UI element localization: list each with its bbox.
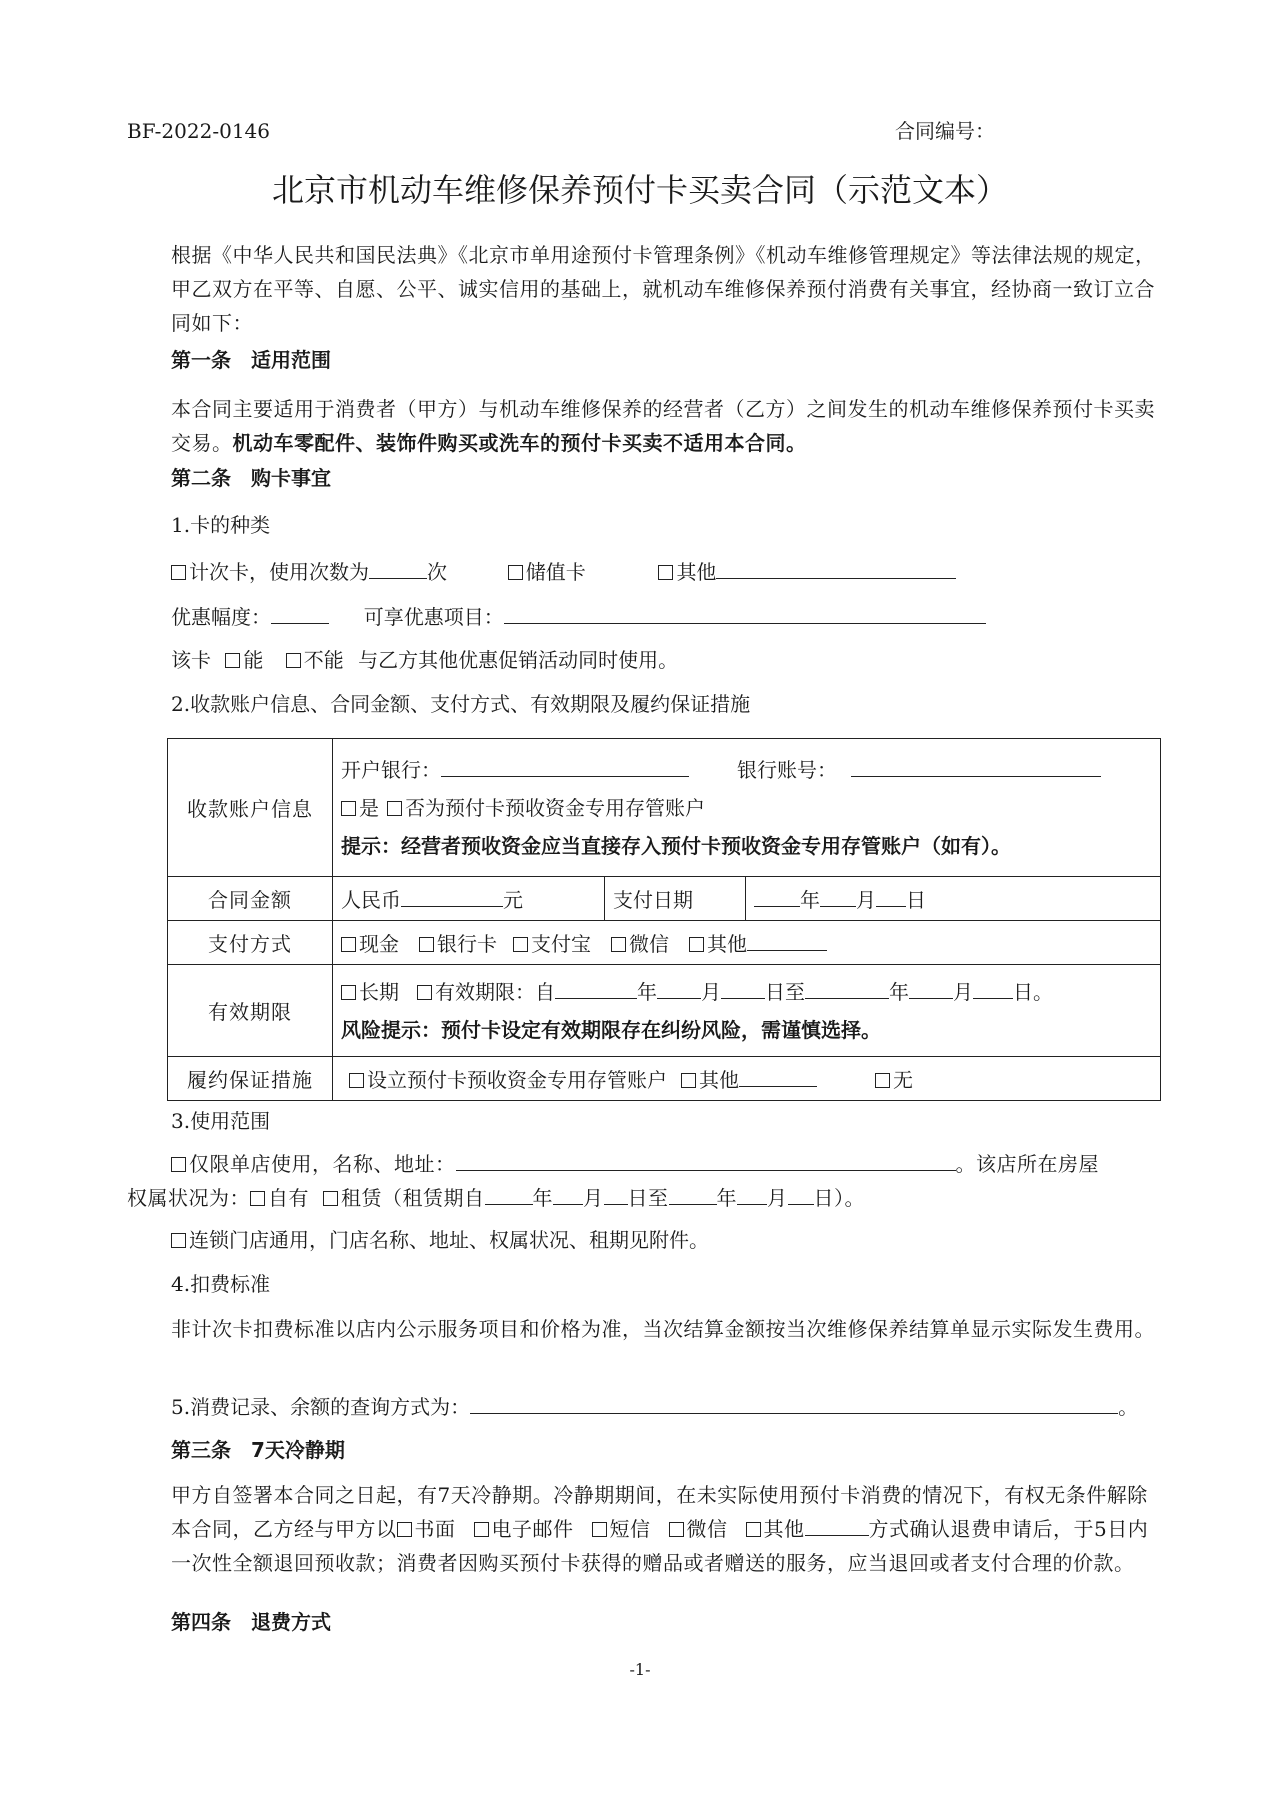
lease-from-year[interactable] [485, 1182, 533, 1205]
single-store-label: 仅限单店使用，名称、地址： [189, 1152, 456, 1176]
alipay-label: 支付宝 [531, 932, 591, 956]
account-hint: 提示：经营者预收资金应当直接存入预付卡预收资金专用存管账户（如有）。 [341, 833, 1011, 858]
discount-items-field[interactable] [504, 601, 986, 624]
guarantee-row [168, 1057, 1161, 1101]
rmb-label: 人民币 [341, 888, 401, 912]
scope-title: 3.使用范围 [171, 1109, 271, 1133]
escrow-measure-label: 设立预付卡预收资金专用存管账户 [367, 1068, 667, 1092]
preamble [127, 238, 1162, 340]
long-term-label: 长期 [359, 979, 399, 1004]
article3-text2: 方式确认退费申请后，于5日内一次性全额退回预收款；消费者因购买预付卡获得的赠品或者赠送的服务，应当退回或者支付合理的价款。 [171, 1517, 1149, 1575]
pay-month-field[interactable] [820, 884, 856, 907]
card-type-options [171, 556, 956, 586]
escrow-measure-checkbox[interactable] [349, 1073, 364, 1088]
valid-to-month[interactable] [909, 976, 953, 999]
amount-row [168, 877, 1161, 921]
discount-field[interactable] [271, 601, 329, 624]
lease-to-label: 日至 [627, 1186, 669, 1210]
pay-other-label: 其他 [707, 932, 747, 956]
count-card-checkbox[interactable] [171, 565, 186, 580]
lease-from-month[interactable] [553, 1182, 583, 1205]
valid-from-day[interactable] [721, 976, 765, 999]
validity-label: 有效期限 [168, 965, 333, 1057]
other-card-checkbox[interactable] [658, 565, 673, 580]
refund-wechat-checkbox[interactable] [669, 1522, 684, 1537]
valid-from-year[interactable] [555, 976, 637, 999]
contract-number-label: 合同编号： [895, 119, 995, 143]
guarantee-other-field[interactable] [739, 1064, 817, 1087]
count-unit: 次 [427, 560, 447, 584]
long-term-checkbox[interactable] [341, 985, 356, 1000]
query-method-field[interactable] [470, 1391, 1118, 1414]
account-label: 收款账户信息 [168, 739, 333, 877]
paydate-cell [746, 877, 1161, 921]
refund-other-field[interactable] [805, 1513, 869, 1536]
scope-chain [171, 1226, 709, 1254]
refund-wechat-label: 微信 [686, 1517, 728, 1541]
ownership-label: 权属状况为： [127, 1186, 250, 1210]
pay-year-label: 年 [800, 888, 820, 912]
valid-from-month[interactable] [657, 976, 701, 999]
lease-end-label: 日）。 [813, 1186, 865, 1210]
refund-other-checkbox[interactable] [746, 1522, 761, 1537]
card-type-title: 1.卡的种类 [171, 513, 271, 537]
combine-prefix: 该卡 [171, 648, 211, 672]
bankcard-label: 银行卡 [437, 932, 497, 956]
risk-hint: 风险提示：预付卡设定有效期限存在纠纷风险，需谨慎选择。 [341, 1017, 881, 1042]
cannot-label: 不能 [303, 648, 344, 672]
lease-from-year-label: 年 [532, 1186, 553, 1210]
fee-standard-title: 4.扣费标准 [171, 1272, 271, 1296]
pay-day-field[interactable] [876, 884, 906, 907]
valid-to-label: 日至 [765, 979, 805, 1004]
escrow-yes-checkbox[interactable] [341, 801, 356, 816]
guarantee-none-label: 无 [893, 1068, 913, 1092]
sms-checkbox[interactable] [592, 1522, 607, 1537]
cannot-checkbox[interactable] [286, 653, 301, 668]
section2-title: 2.收款账户信息、合同金额、支付方式、有效期限及履约保证措施 [171, 692, 751, 716]
article1-text: 本合同主要适用于消费者（甲方）与机动车维修保养的经营者（乙方）之间发生的机动车维修保养预付卡买卖交易。 [171, 397, 1155, 455]
article4-heading: 第四条 退费方式 [171, 1610, 331, 1634]
contract-code: BF-2022-0146 [127, 119, 270, 143]
query-line [171, 1391, 1138, 1421]
chain-store-label: 连锁门店通用，门店名称、地址、权属状况、租期见附件。 [189, 1228, 709, 1252]
validity-row [168, 965, 1161, 1057]
valid-to-year-label: 年 [889, 979, 909, 1004]
lease-to-day[interactable] [788, 1182, 814, 1205]
amount-label: 合同金额 [168, 877, 333, 921]
bank-field[interactable] [441, 754, 689, 777]
lease-to-month-label: 月 [767, 1186, 788, 1210]
can-checkbox[interactable] [225, 653, 240, 668]
guarantee-other-checkbox[interactable] [681, 1073, 696, 1088]
cash-label: 现金 [359, 932, 399, 956]
article3-body [127, 1478, 1162, 1580]
preamble-text: 根据《中华人民共和国民法典》《北京市单用途预付卡管理条例》《机动车维修管理规定》等法律法规的规定，甲乙双方在平等、自愿、公平、诚实信用的基础上，就机动车维修保养预付消费有关事宜，经协商一致订立合同如下： [171, 243, 1156, 335]
lease-label: 租赁（租赁期自 [341, 1186, 485, 1210]
fee-standard-text: 非计次卡扣费标准以店内公示服务项目和价格为准，当次结算金额按当次维修保养结算单显示实际发生费用。 [171, 1317, 1155, 1341]
store-address-field[interactable] [456, 1148, 956, 1171]
lease-from-day[interactable] [604, 1182, 628, 1205]
article3-heading: 第三条 7天冷静期 [171, 1438, 345, 1462]
wechat-label: 微信 [629, 932, 669, 956]
valid-from-year-label: 年 [637, 979, 657, 1004]
discount-label: 优惠幅度： [171, 605, 271, 629]
page-number: -1- [629, 1660, 651, 1679]
validity-cell: 长期 有效期限：自 年 月 日至 年 月 日。 风险提示：预付卡设定有效期限存在纠纷风险，需谨慎选择。 [333, 965, 1161, 1057]
pay-year-field[interactable] [754, 884, 800, 907]
article3-text1: 甲方自签署本合同之日起，有7天冷静期。冷静期期间，在未实际使用预付卡消费的情况下，有权无条件解除本合同，乙方经与甲方以 [171, 1483, 1148, 1541]
valid-from-label: 有效期限：自 [435, 979, 555, 1004]
bank-label: 开户银行： [341, 757, 441, 782]
escrow-no-label: 否为预付卡预收资金专用存管账户 [405, 795, 705, 820]
discount-line [171, 601, 986, 631]
written-label: 书面 [414, 1517, 456, 1541]
valid-to-day[interactable] [973, 976, 1013, 999]
other-card-label: 其他 [676, 560, 717, 584]
use-count-field[interactable] [369, 556, 427, 579]
account-cell [333, 739, 1161, 877]
lease-to-year[interactable] [669, 1182, 717, 1205]
chain-store-checkbox[interactable] [171, 1233, 186, 1248]
query-label: 5.消费记录、余额的查询方式为： [171, 1395, 471, 1419]
combine-line [171, 646, 678, 674]
article1-heading: 第一条 适用范围 [171, 348, 331, 372]
count-card-label: 计次卡，使用次数为 [189, 560, 369, 584]
article1-body [127, 392, 1162, 460]
account-table [167, 738, 1161, 1101]
article2-heading: 第二条 购卡事宜 [171, 466, 331, 490]
single-store-checkbox[interactable] [171, 1157, 186, 1172]
method-row [168, 921, 1161, 965]
pay-other-field[interactable] [747, 928, 827, 951]
guarantee-cell [333, 1057, 1161, 1101]
guarantee-other-label: 其他 [699, 1068, 739, 1092]
method-cell [333, 921, 1161, 965]
account-no-label: 银行账号： [737, 757, 837, 782]
method-label: 支付方式 [168, 921, 333, 965]
guarantee-none-checkbox[interactable] [875, 1073, 890, 1088]
amount-field[interactable] [401, 884, 503, 907]
scope-single [127, 1147, 1162, 1215]
lease-to-month[interactable] [737, 1182, 767, 1205]
stored-card-label: 储值卡 [525, 560, 586, 584]
page-title: 北京市机动车维修保养预付卡买卖合同（示范文本） [271, 171, 1008, 209]
lease-from-month-label: 月 [583, 1186, 604, 1210]
pay-other-checkbox[interactable] [689, 937, 704, 952]
own-label: 自有 [268, 1186, 309, 1210]
escrow-yes-label: 是 [359, 795, 379, 820]
refund-other-label: 其他 [763, 1517, 805, 1541]
fee-standard-body [127, 1312, 1162, 1346]
wechat-checkbox[interactable] [611, 937, 626, 952]
written-checkbox[interactable] [397, 1522, 412, 1537]
stored-card-checkbox[interactable] [508, 565, 523, 580]
own-checkbox[interactable] [250, 1191, 265, 1206]
email-label: 电子邮件 [491, 1517, 574, 1541]
cash-checkbox[interactable] [341, 937, 356, 952]
guarantee-label: 履约保证措施 [168, 1057, 333, 1101]
can-label: 能 [243, 648, 264, 672]
account-no-field[interactable] [851, 754, 1101, 777]
valid-period-checkbox[interactable] [417, 985, 432, 1000]
discount-items-label: 可享优惠项目： [363, 605, 504, 629]
lease-checkbox[interactable] [323, 1191, 338, 1206]
article1-bold-text: 机动车零配件、装饰件购买或洗车的预付卡买卖不适用本合同。 [232, 431, 807, 455]
valid-to-day-label: 日 [1013, 979, 1033, 1004]
account-row [168, 739, 1161, 877]
amount-cell [333, 877, 605, 921]
valid-to-year[interactable] [805, 976, 889, 999]
other-card-field[interactable] [716, 556, 956, 579]
email-checkbox[interactable] [474, 1522, 489, 1537]
valid-from-month-label: 月 [701, 979, 721, 1004]
pay-month-label: 月 [856, 888, 876, 912]
combine-suffix: 与乙方其他优惠促销活动同时使用。 [358, 648, 679, 672]
valid-to-month-label: 月 [953, 979, 973, 1004]
pay-day-label: 日 [906, 888, 926, 912]
single-store-suffix: 。该店所在房屋 [955, 1152, 1099, 1176]
yuan-label: 元 [503, 888, 523, 912]
escrow-no-checkbox[interactable] [387, 801, 402, 816]
bankcard-checkbox[interactable] [419, 937, 434, 952]
paydate-label: 支付日期 [605, 877, 746, 921]
query-end: 。 [1118, 1395, 1139, 1419]
lease-to-year-label: 年 [716, 1186, 737, 1210]
alipay-checkbox[interactable] [513, 937, 528, 952]
sms-label: 短信 [609, 1517, 651, 1541]
